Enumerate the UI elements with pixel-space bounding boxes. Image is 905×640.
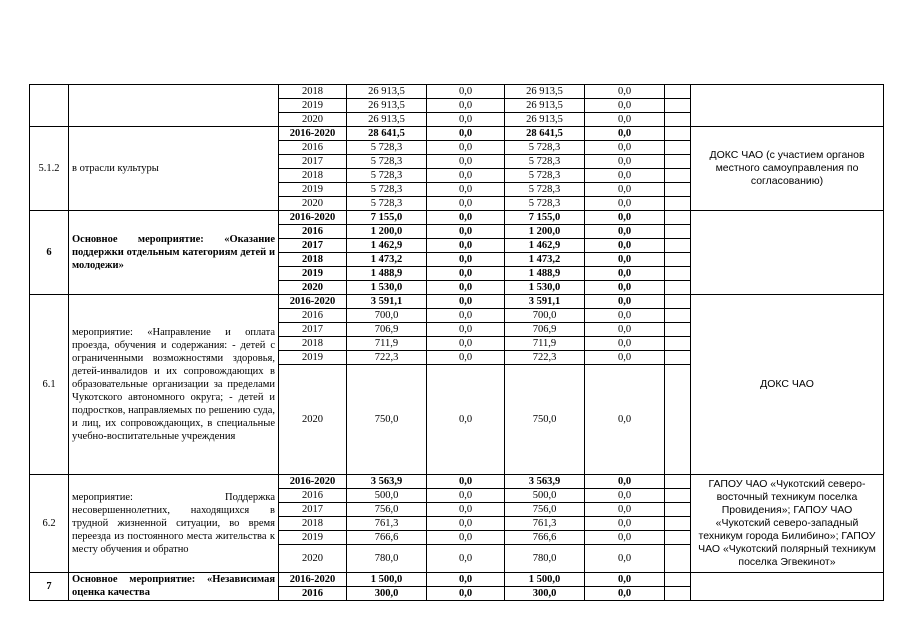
year-cell: 2016: [279, 141, 347, 155]
other-cell: 0,0: [585, 225, 665, 239]
empty-cell: [665, 475, 691, 489]
regional-cell: 706,9: [505, 323, 585, 337]
total-cell: 5 728,3: [347, 197, 427, 211]
federal-cell: 0,0: [427, 267, 505, 281]
federal-cell: 0,0: [427, 155, 505, 169]
item-title: мероприятие: «Направление и оплата проезда, обучения и содержания: - детей с ограниченными возможностями здоровья, детей-инвалидов и их сопровождающих в образовательные организации за пределами Чукотского автономного округа; - детей и подростков, направляемых по решению суда, и лиц, их сопровождающих, в специальные учебно-воспитательные учреждения: [69, 295, 279, 475]
other-cell: 0,0: [585, 183, 665, 197]
regional-cell: 5 728,3: [505, 155, 585, 169]
other-cell: 0,0: [585, 323, 665, 337]
federal-cell: 0,0: [427, 365, 505, 475]
other-cell: 0,0: [585, 113, 665, 127]
year-cell: 2020: [279, 545, 347, 573]
other-cell: 0,0: [585, 489, 665, 503]
federal-cell: 0,0: [427, 517, 505, 531]
empty-cell: [665, 267, 691, 281]
total-cell: 1 500,0: [347, 573, 427, 587]
federal-cell: 0,0: [427, 337, 505, 351]
responsible-executor: [691, 211, 884, 295]
year-cell: 2018: [279, 169, 347, 183]
federal-cell: 0,0: [427, 183, 505, 197]
item-title: Основное мероприятие: «Оказание поддержки отдельным категориям детей и молодежи»: [69, 211, 279, 295]
empty-cell: [665, 127, 691, 141]
regional-cell: 780,0: [505, 545, 585, 573]
table-body: [30, 85, 884, 601]
empty-cell: [665, 281, 691, 295]
other-cell: 0,0: [585, 475, 665, 489]
year-cell: 2017: [279, 323, 347, 337]
year-cell: 2016-2020: [279, 475, 347, 489]
empty-cell: [665, 183, 691, 197]
federal-cell: 0,0: [427, 211, 505, 225]
empty-cell: [665, 239, 691, 253]
regional-cell: 5 728,3: [505, 197, 585, 211]
federal-cell: 0,0: [427, 295, 505, 309]
empty-cell: [665, 253, 691, 267]
other-cell: 0,0: [585, 517, 665, 531]
regional-cell: 1 500,0: [505, 573, 585, 587]
regional-cell: 26 913,5: [505, 99, 585, 113]
year-cell: 2019: [279, 267, 347, 281]
regional-cell: 711,9: [505, 337, 585, 351]
year-cell: 2018: [279, 253, 347, 267]
regional-cell: 26 913,5: [505, 113, 585, 127]
empty-cell: [665, 211, 691, 225]
other-cell: 0,0: [585, 351, 665, 365]
table-row: [30, 127, 884, 141]
table-row: [30, 211, 884, 225]
empty-cell: [665, 517, 691, 531]
table-row: [30, 85, 884, 99]
federal-cell: 0,0: [427, 587, 505, 601]
total-cell: 766,6: [347, 531, 427, 545]
responsible-executor: ДОКС ЧАО: [691, 295, 884, 475]
budget-table: [29, 84, 884, 601]
federal-cell: 0,0: [427, 323, 505, 337]
other-cell: 0,0: [585, 295, 665, 309]
federal-cell: 0,0: [427, 309, 505, 323]
total-cell: 300,0: [347, 587, 427, 601]
regional-cell: 750,0: [505, 365, 585, 475]
regional-cell: 700,0: [505, 309, 585, 323]
total-cell: 26 913,5: [347, 99, 427, 113]
federal-cell: 0,0: [427, 127, 505, 141]
total-cell: 706,9: [347, 323, 427, 337]
regional-cell: 5 728,3: [505, 183, 585, 197]
empty-cell: [665, 99, 691, 113]
empty-cell: [665, 169, 691, 183]
regional-cell: 7 155,0: [505, 211, 585, 225]
regional-cell: 3 591,1: [505, 295, 585, 309]
other-cell: 0,0: [585, 309, 665, 323]
other-cell: 0,0: [585, 545, 665, 573]
total-cell: 5 728,3: [347, 169, 427, 183]
total-cell: 28 641,5: [347, 127, 427, 141]
year-cell: 2020: [279, 113, 347, 127]
item-title: [69, 85, 279, 127]
year-cell: 2016: [279, 309, 347, 323]
item-title: мероприятие: Поддержка несовершеннолетних, находящихся в трудной жизненной ситуации, во время переезда из постоянного места жительства к месту обучения и обратно: [69, 475, 279, 573]
year-cell: 2016: [279, 225, 347, 239]
item-title: Основное мероприятие: «Независимая оценка качества: [69, 573, 279, 601]
total-cell: 711,9: [347, 337, 427, 351]
other-cell: 0,0: [585, 99, 665, 113]
federal-cell: 0,0: [427, 531, 505, 545]
year-cell: 2019: [279, 351, 347, 365]
other-cell: 0,0: [585, 239, 665, 253]
federal-cell: 0,0: [427, 85, 505, 99]
total-cell: 500,0: [347, 489, 427, 503]
regional-cell: 1 530,0: [505, 281, 585, 295]
federal-cell: 0,0: [427, 225, 505, 239]
total-cell: 1 530,0: [347, 281, 427, 295]
empty-cell: [665, 365, 691, 475]
regional-cell: 1 462,9: [505, 239, 585, 253]
total-cell: 3 563,9: [347, 475, 427, 489]
regional-cell: 766,6: [505, 531, 585, 545]
total-cell: 1 462,9: [347, 239, 427, 253]
responsible-executor: ГАПОУ ЧАО «Чукотский северо-восточный техникум поселка Провидения»; ГАПОУ ЧАО «Чукотский северо-западный техникум города Билибино»; ГАПОУ ЧАО «Чукотский полярный техникум поселка Эгвекинот»: [691, 475, 884, 573]
year-cell: 2016-2020: [279, 573, 347, 587]
total-cell: 1 473,2: [347, 253, 427, 267]
other-cell: 0,0: [585, 503, 665, 517]
other-cell: 0,0: [585, 253, 665, 267]
empty-cell: [665, 587, 691, 601]
total-cell: 7 155,0: [347, 211, 427, 225]
year-cell: 2020: [279, 281, 347, 295]
other-cell: 0,0: [585, 337, 665, 351]
regional-cell: 1 488,9: [505, 267, 585, 281]
other-cell: 0,0: [585, 85, 665, 99]
year-cell: 2016: [279, 489, 347, 503]
total-cell: 761,3: [347, 517, 427, 531]
empty-cell: [665, 573, 691, 587]
federal-cell: 0,0: [427, 545, 505, 573]
other-cell: 0,0: [585, 127, 665, 141]
regional-cell: 26 913,5: [505, 85, 585, 99]
empty-cell: [665, 85, 691, 99]
empty-cell: [665, 531, 691, 545]
total-cell: 5 728,3: [347, 183, 427, 197]
year-cell: 2019: [279, 183, 347, 197]
federal-cell: 0,0: [427, 197, 505, 211]
empty-cell: [665, 113, 691, 127]
total-cell: 700,0: [347, 309, 427, 323]
year-cell: 2020: [279, 197, 347, 211]
federal-cell: 0,0: [427, 113, 505, 127]
total-cell: 756,0: [347, 503, 427, 517]
other-cell: 0,0: [585, 211, 665, 225]
year-cell: 2016-2020: [279, 127, 347, 141]
total-cell: 26 913,5: [347, 85, 427, 99]
regional-cell: 1 473,2: [505, 253, 585, 267]
table-row: [30, 573, 884, 587]
federal-cell: 0,0: [427, 169, 505, 183]
total-cell: 722,3: [347, 351, 427, 365]
total-cell: 750,0: [347, 365, 427, 475]
year-cell: 2019: [279, 99, 347, 113]
regional-cell: 3 563,9: [505, 475, 585, 489]
federal-cell: 0,0: [427, 475, 505, 489]
other-cell: 0,0: [585, 169, 665, 183]
federal-cell: 0,0: [427, 99, 505, 113]
year-cell: 2017: [279, 155, 347, 169]
responsible-executor: [691, 573, 884, 601]
other-cell: 0,0: [585, 155, 665, 169]
total-cell: 1 488,9: [347, 267, 427, 281]
empty-cell: [665, 309, 691, 323]
year-cell: 2018: [279, 517, 347, 531]
responsible-executor: ДОКС ЧАО (с участием органов местного самоуправления по согласованию): [691, 127, 884, 211]
regional-cell: 300,0: [505, 587, 585, 601]
total-cell: 5 728,3: [347, 141, 427, 155]
item-number: [30, 85, 69, 127]
total-cell: 5 728,3: [347, 155, 427, 169]
year-cell: 2017: [279, 503, 347, 517]
total-cell: 1 200,0: [347, 225, 427, 239]
regional-cell: 1 200,0: [505, 225, 585, 239]
responsible-executor: [691, 85, 884, 127]
federal-cell: 0,0: [427, 351, 505, 365]
empty-cell: [665, 225, 691, 239]
year-cell: 2018: [279, 337, 347, 351]
regional-cell: 761,3: [505, 517, 585, 531]
year-cell: 2017: [279, 239, 347, 253]
item-number: 6.1: [30, 295, 69, 475]
regional-cell: 756,0: [505, 503, 585, 517]
federal-cell: 0,0: [427, 503, 505, 517]
other-cell: 0,0: [585, 365, 665, 475]
item-number: 5.1.2: [30, 127, 69, 211]
other-cell: 0,0: [585, 267, 665, 281]
regional-cell: 28 641,5: [505, 127, 585, 141]
table-row: [30, 295, 884, 309]
empty-cell: [665, 295, 691, 309]
empty-cell: [665, 197, 691, 211]
total-cell: 3 591,1: [347, 295, 427, 309]
total-cell: 780,0: [347, 545, 427, 573]
empty-cell: [665, 489, 691, 503]
federal-cell: 0,0: [427, 281, 505, 295]
total-cell: 26 913,5: [347, 113, 427, 127]
empty-cell: [665, 351, 691, 365]
empty-cell: [665, 155, 691, 169]
item-number: 7: [30, 573, 69, 601]
empty-cell: [665, 337, 691, 351]
other-cell: 0,0: [585, 531, 665, 545]
empty-cell: [665, 503, 691, 517]
other-cell: 0,0: [585, 141, 665, 155]
year-cell: 2016: [279, 587, 347, 601]
federal-cell: 0,0: [427, 489, 505, 503]
year-cell: 2016-2020: [279, 295, 347, 309]
federal-cell: 0,0: [427, 239, 505, 253]
federal-cell: 0,0: [427, 141, 505, 155]
year-cell: 2020: [279, 365, 347, 475]
table-row: [30, 475, 884, 489]
year-cell: 2016-2020: [279, 211, 347, 225]
year-cell: 2019: [279, 531, 347, 545]
other-cell: 0,0: [585, 587, 665, 601]
item-number: 6.2: [30, 475, 69, 573]
federal-cell: 0,0: [427, 573, 505, 587]
other-cell: 0,0: [585, 573, 665, 587]
item-title: в отрасли культуры: [69, 127, 279, 211]
empty-cell: [665, 323, 691, 337]
empty-cell: [665, 545, 691, 573]
item-number: 6: [30, 211, 69, 295]
regional-cell: 5 728,3: [505, 141, 585, 155]
year-cell: 2018: [279, 85, 347, 99]
empty-cell: [665, 141, 691, 155]
regional-cell: 5 728,3: [505, 169, 585, 183]
other-cell: 0,0: [585, 197, 665, 211]
regional-cell: 722,3: [505, 351, 585, 365]
federal-cell: 0,0: [427, 253, 505, 267]
regional-cell: 500,0: [505, 489, 585, 503]
other-cell: 0,0: [585, 281, 665, 295]
